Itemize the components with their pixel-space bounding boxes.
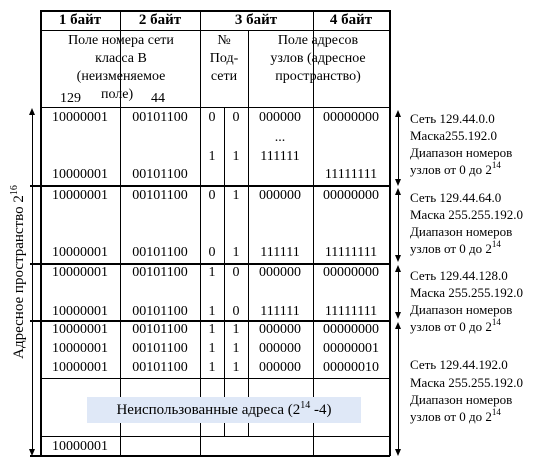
b4-r1-byte3: 000000 <box>259 322 301 337</box>
table-right-border <box>389 10 391 456</box>
b4-r1-subnet1: 1 <box>208 322 216 337</box>
b4-r2-subnet2: 1 <box>232 341 240 356</box>
b3-r2-subnet2: 0 <box>232 304 240 319</box>
b2-r1-subnet2: 1 <box>232 188 240 203</box>
b1-r1-subnet1: 0 <box>208 110 216 125</box>
last-row-byte1: 10000001 <box>52 439 108 454</box>
b1-r3-byte3: 111111 <box>260 149 300 164</box>
network-field-line2: класса В <box>95 51 147 66</box>
note4-range1: Диапазон номеров <box>410 392 513 407</box>
subnet1-bracket <box>398 116 399 180</box>
note3-mask: Маска 255.255.192.0 <box>410 285 523 300</box>
b1-r1-byte1: 10000001 <box>52 110 108 125</box>
b2-r1-byte1: 10000001 <box>52 188 108 203</box>
note4-exp: 14 <box>491 407 501 417</box>
subnet4-bracket <box>398 328 399 450</box>
b2-r2-subnet2: 1 <box>232 245 240 260</box>
b4-r1-byte4: 00000000 <box>323 322 379 337</box>
b2-r2-byte4: 11111111 <box>324 245 378 260</box>
note1-mask: Маска255.192.0 <box>410 128 497 143</box>
address-space-arrow-line <box>32 114 33 450</box>
subnet3-bracket <box>398 271 399 313</box>
b1-r1-byte4: 00000000 <box>323 110 379 125</box>
note4-net: Сеть 129.44.192.0 <box>410 357 508 372</box>
b4-r2-subnet1: 1 <box>208 341 216 356</box>
b1-r4-byte1: 10000001 <box>52 167 108 182</box>
subnet-field-line2: Под- <box>209 51 239 66</box>
note3-net: Сеть 129.44.128.0 <box>410 268 508 283</box>
note1-range2: узлов от 0 до 2 <box>410 162 492 177</box>
network-val-129: 129 <box>60 91 81 106</box>
network-field-line4: поле) <box>101 87 134 102</box>
address-space-exp: 16 <box>9 185 20 196</box>
b4-r3-byte3: 000000 <box>259 360 301 375</box>
host-field-line1: Поле адресов <box>277 33 359 48</box>
b2-r1-byte2: 00101100 <box>132 188 188 203</box>
col-divider-subnet <box>224 107 225 436</box>
note4-mask: Маска 255.255.192.0 <box>410 375 523 390</box>
note2-range1: Диапазон номеров <box>410 224 513 239</box>
b3-r1-subnet1: 1 <box>208 265 216 280</box>
network-field-line3: (неизменяемое <box>76 69 166 84</box>
b4-r2-byte4: 00000001 <box>323 341 379 356</box>
b4-r3-byte1: 10000001 <box>52 360 108 375</box>
header-divider <box>40 30 390 31</box>
b1-r3-subnet1: 1 <box>208 149 216 164</box>
b1-r4-byte2: 00101100 <box>132 167 188 182</box>
table-left-border <box>40 10 42 456</box>
note2-range2-wrap <box>410 241 501 257</box>
b4-r1-subnet2: 1 <box>232 322 240 337</box>
note1-net: Сеть 129.44.0.0 <box>410 111 495 126</box>
header-byte1: 1 байт <box>58 12 102 28</box>
table-bottom-border <box>30 455 390 457</box>
b2-r1-subnet1: 0 <box>208 188 216 203</box>
subnet2-bracket <box>398 194 399 256</box>
unused-top-line <box>40 378 390 379</box>
network-field-line1: Поле номера сети <box>68 33 174 48</box>
b4-r3-byte4: 00000010 <box>323 360 379 375</box>
host-field-line3: пространство) <box>275 69 361 84</box>
address-space-arrow-down <box>29 449 35 456</box>
note3-exp: 14 <box>491 317 501 327</box>
b2-r2-byte2: 00101100 <box>132 245 188 260</box>
b3-r1-byte1: 10000001 <box>52 265 108 280</box>
header-byte2: 2 байт <box>138 12 182 28</box>
note2-mask: Маска 255.255.192.0 <box>410 207 523 222</box>
b3-r1-byte4: 00000000 <box>323 265 379 280</box>
b4-r1-byte2: 00101100 <box>132 322 188 337</box>
subnet2-bracket-up <box>395 188 401 195</box>
subnet3-bracket-down <box>395 312 401 319</box>
address-space-label <box>11 172 31 372</box>
b1-r4-byte4: 11111111 <box>324 167 378 182</box>
unused-exp: 14 <box>300 400 311 411</box>
network-val-44: 44 <box>151 91 165 106</box>
b3-r2-byte2: 00101100 <box>132 304 188 319</box>
b3-r2-byte3: 111111 <box>260 304 300 319</box>
note3-range2: узлов от 0 до 2 <box>410 319 492 334</box>
address-space-arrow-up <box>29 108 35 115</box>
b2-r2-byte1: 10000001 <box>52 245 108 260</box>
b3-r1-byte3: 000000 <box>259 265 301 280</box>
b4-r2-byte1: 10000001 <box>52 341 108 356</box>
unused-addresses-label <box>87 397 361 423</box>
b2-r2-subnet1: 0 <box>208 245 216 260</box>
note4-range2-wrap <box>410 409 501 425</box>
b2-r2-byte3: 111111 <box>260 245 300 260</box>
b2-r1-byte4: 00000000 <box>323 188 379 203</box>
header-byte4: 4 байт <box>329 12 373 28</box>
subnet4-bracket-up <box>395 322 401 329</box>
b3-r2-byte4: 11111111 <box>324 304 378 319</box>
b1-r3-subnet2: 1 <box>232 149 240 164</box>
unused-bottom-line <box>40 436 390 437</box>
b3-r1-subnet2: 0 <box>232 265 240 280</box>
b3-r1-byte2: 00101100 <box>132 265 188 280</box>
note1-range2-wrap <box>410 162 501 178</box>
b3-r2-byte1: 10000001 <box>52 304 108 319</box>
note4-range2: узлов от 0 до 2 <box>410 409 492 424</box>
b4-r2-byte3: 000000 <box>259 341 301 356</box>
b4-r3-subnet1: 1 <box>208 360 216 375</box>
b3-r2-subnet1: 1 <box>208 304 216 319</box>
address-space-text: Адресное пространство 2 <box>11 195 27 359</box>
header-byte3: 3 байт <box>234 12 278 28</box>
b1-ellipsis: ... <box>274 130 286 145</box>
note2-exp: 14 <box>491 239 501 249</box>
b4-r3-byte2: 00101100 <box>132 360 188 375</box>
b4-r1-byte1: 10000001 <box>52 322 108 337</box>
b2-r1-byte3: 000000 <box>259 188 301 203</box>
note2-range2: узлов от 0 до 2 <box>410 241 492 256</box>
subnet-field-line3: сети <box>210 69 238 84</box>
note3-range1: Диапазон номеров <box>410 302 513 317</box>
note3-range2-wrap <box>410 319 501 335</box>
subnet2-bracket-down <box>395 255 401 262</box>
note2-net: Сеть 129.44.64.0 <box>410 190 502 205</box>
b1-r1-byte3: 000000 <box>259 110 301 125</box>
unused-text: Неиспользованные адреса (2 <box>116 402 301 418</box>
col-divider-2 <box>200 10 201 456</box>
subnet1-bracket-up <box>395 110 401 117</box>
block-divider-1 <box>30 185 390 187</box>
subheader-divider <box>40 107 390 108</box>
subnet3-bracket-up <box>395 265 401 272</box>
subnet-field-line1: № <box>217 33 231 48</box>
col-divider-3 <box>248 30 249 436</box>
unused-tail: -4) <box>310 402 332 418</box>
b1-r1-byte2: 00101100 <box>132 110 188 125</box>
b4-r3-subnet2: 1 <box>232 360 240 375</box>
subnet4-bracket-down <box>395 449 401 456</box>
b4-r2-byte2: 00101100 <box>132 341 188 356</box>
note1-exp: 14 <box>491 160 501 170</box>
subnet1-bracket-down <box>395 179 401 186</box>
host-field-line2: узлов (адресное <box>270 51 366 66</box>
b1-r1-subnet2: 0 <box>232 110 240 125</box>
note1-range1: Диапазон номеров <box>410 145 513 160</box>
